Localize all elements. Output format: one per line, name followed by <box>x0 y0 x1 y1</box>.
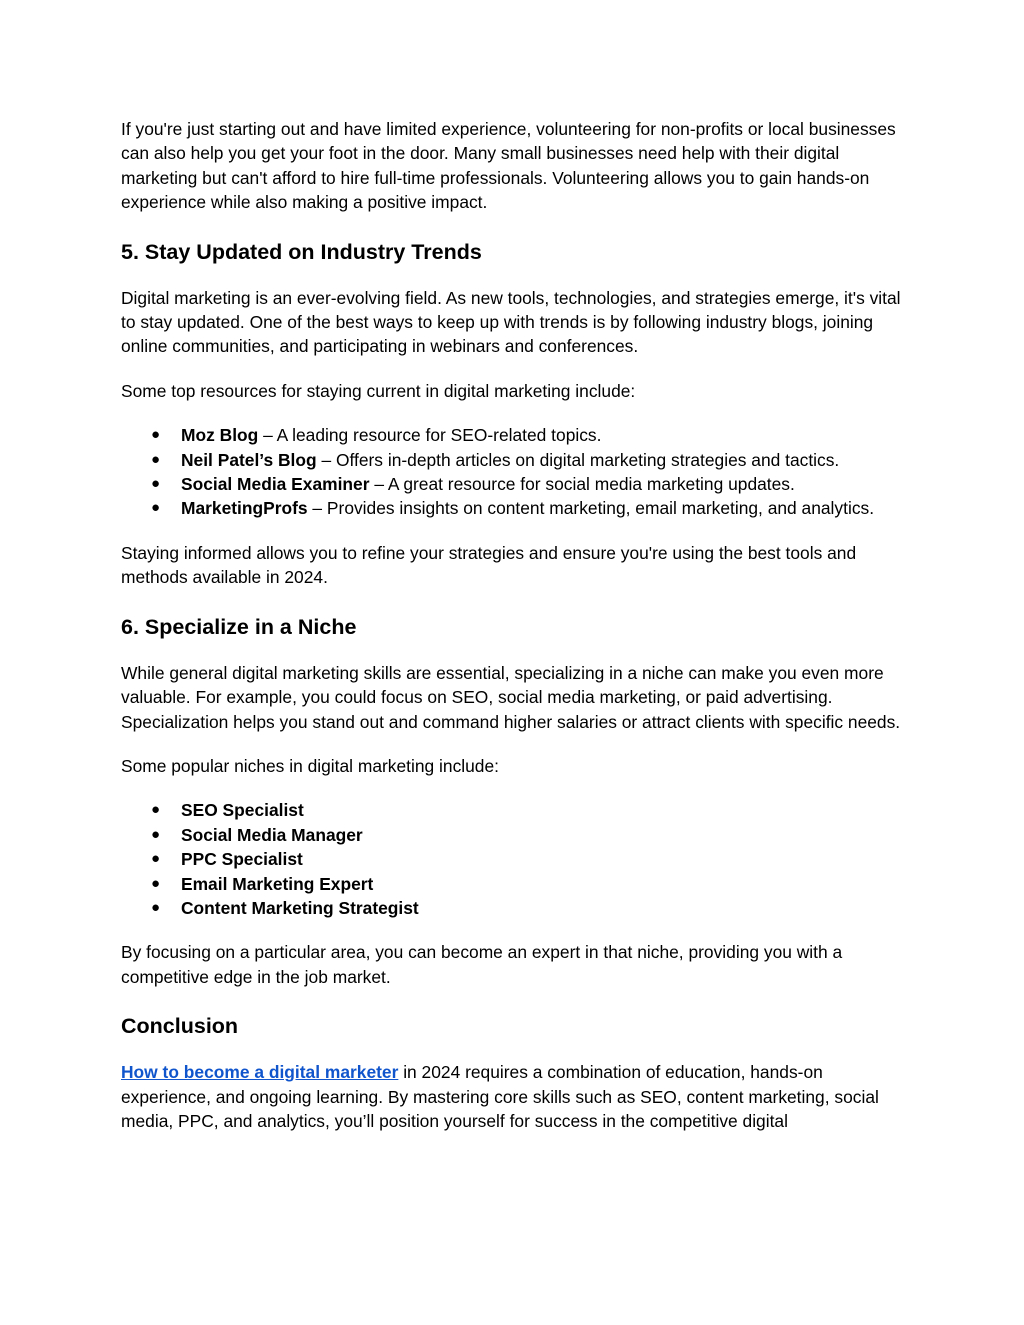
resource-desc: – A leading resource for SEO-related topics. <box>258 425 602 446</box>
section-5-paragraph: Digital marketing is an ever-evolving field. As new tools, technologies, and strategies emerge, it's vital to stay updated. One of the best ways to keep up with trends is by following industry blogs, joining online communities, and participating in webinars and conferences. <box>121 287 901 357</box>
bullet-icon: ● <box>151 499 161 517</box>
conclusion-heading: Conclusion <box>121 1014 239 1039</box>
niche-name: Content Marketing Strategist <box>181 897 419 918</box>
list-item <box>121 798 911 822</box>
niche-name: Social Media Manager <box>181 824 363 845</box>
resources-list <box>121 423 911 521</box>
section-6-paragraph: While general digital marketing skills are essential, specializing in a niche can make you even more valuable. For example, you could focus on SEO, social media marketing, or paid advertising. Specialization helps you stand out and command higher salaries or attract clients with specific needs. <box>121 662 901 732</box>
niche-name: PPC Specialist <box>181 849 303 870</box>
list-item <box>121 823 911 847</box>
niches-list <box>121 798 911 920</box>
list-item <box>121 472 911 496</box>
bullet-icon: ● <box>151 874 161 892</box>
list-item <box>121 448 911 472</box>
section-6-closing: By focusing on a particular area, you can become an expert in that niche, providing you with a competitive edge in the job market. <box>121 942 843 987</box>
resource-name: Moz Blog <box>181 425 259 446</box>
niche-name: Email Marketing Expert <box>181 873 374 894</box>
niches-list-intro: Some popular niches in digital marketing include: <box>121 755 499 776</box>
intro-paragraph: If you're just starting out and have limited experience, volunteering for non-profits or local businesses can also help you get your foot in the door. Many small businesses need help with their digital marketing but can't afford to hire full-time professionals. Volunteering allows you to gain hands-on experience while also making a positive impact. <box>121 119 896 213</box>
resource-desc: – A great resource for social media marketing updates. <box>369 474 795 495</box>
resource-desc: – Offers in-depth articles on digital marketing strategies and tactics. <box>316 449 840 470</box>
list-item <box>121 496 911 520</box>
section-5-closing: Staying informed allows you to refine your strategies and ensure you're using the best tools and methods available in 2024. <box>121 542 857 588</box>
section-5-heading: 5. Stay Updated on Industry Trends <box>121 239 482 264</box>
bullet-icon: ● <box>151 450 161 468</box>
bullet-icon: ● <box>151 426 161 444</box>
list-item <box>121 896 911 920</box>
conclusion-text: in 2024 requires a combination of education, hands-on experience, and ongoing learning. By mastering core skills such as SEO, content marketing, social media, PPC, and analytics, you’ll position yourself for success in the competitive digital <box>121 1062 879 1131</box>
bullet-icon: ● <box>151 898 161 916</box>
section-6-heading: 6. Specialize in a Niche <box>121 614 357 639</box>
resource-name: Neil Patel’s Blog <box>181 449 317 470</box>
bullet-icon: ● <box>151 825 161 843</box>
resource-desc: – Provides insights on content marketing, email marketing, and analytics. <box>307 498 875 519</box>
list-item <box>121 423 911 447</box>
bullet-icon: ● <box>151 850 161 868</box>
niche-name: SEO Specialist <box>181 800 304 821</box>
resources-list-intro: Some top resources for staying current in digital marketing include: <box>121 380 636 401</box>
resource-name: Social Media Examiner <box>181 474 370 495</box>
bullet-icon: ● <box>151 801 161 819</box>
list-item <box>121 872 911 896</box>
list-item <box>121 847 911 871</box>
conclusion-paragraph <box>121 1060 911 1133</box>
bullet-icon: ● <box>151 475 161 493</box>
become-digital-marketer-link[interactable]: How to become a digital marketer <box>121 1062 399 1083</box>
resource-name: MarketingProfs <box>181 498 308 519</box>
document-page <box>121 117 911 1133</box>
